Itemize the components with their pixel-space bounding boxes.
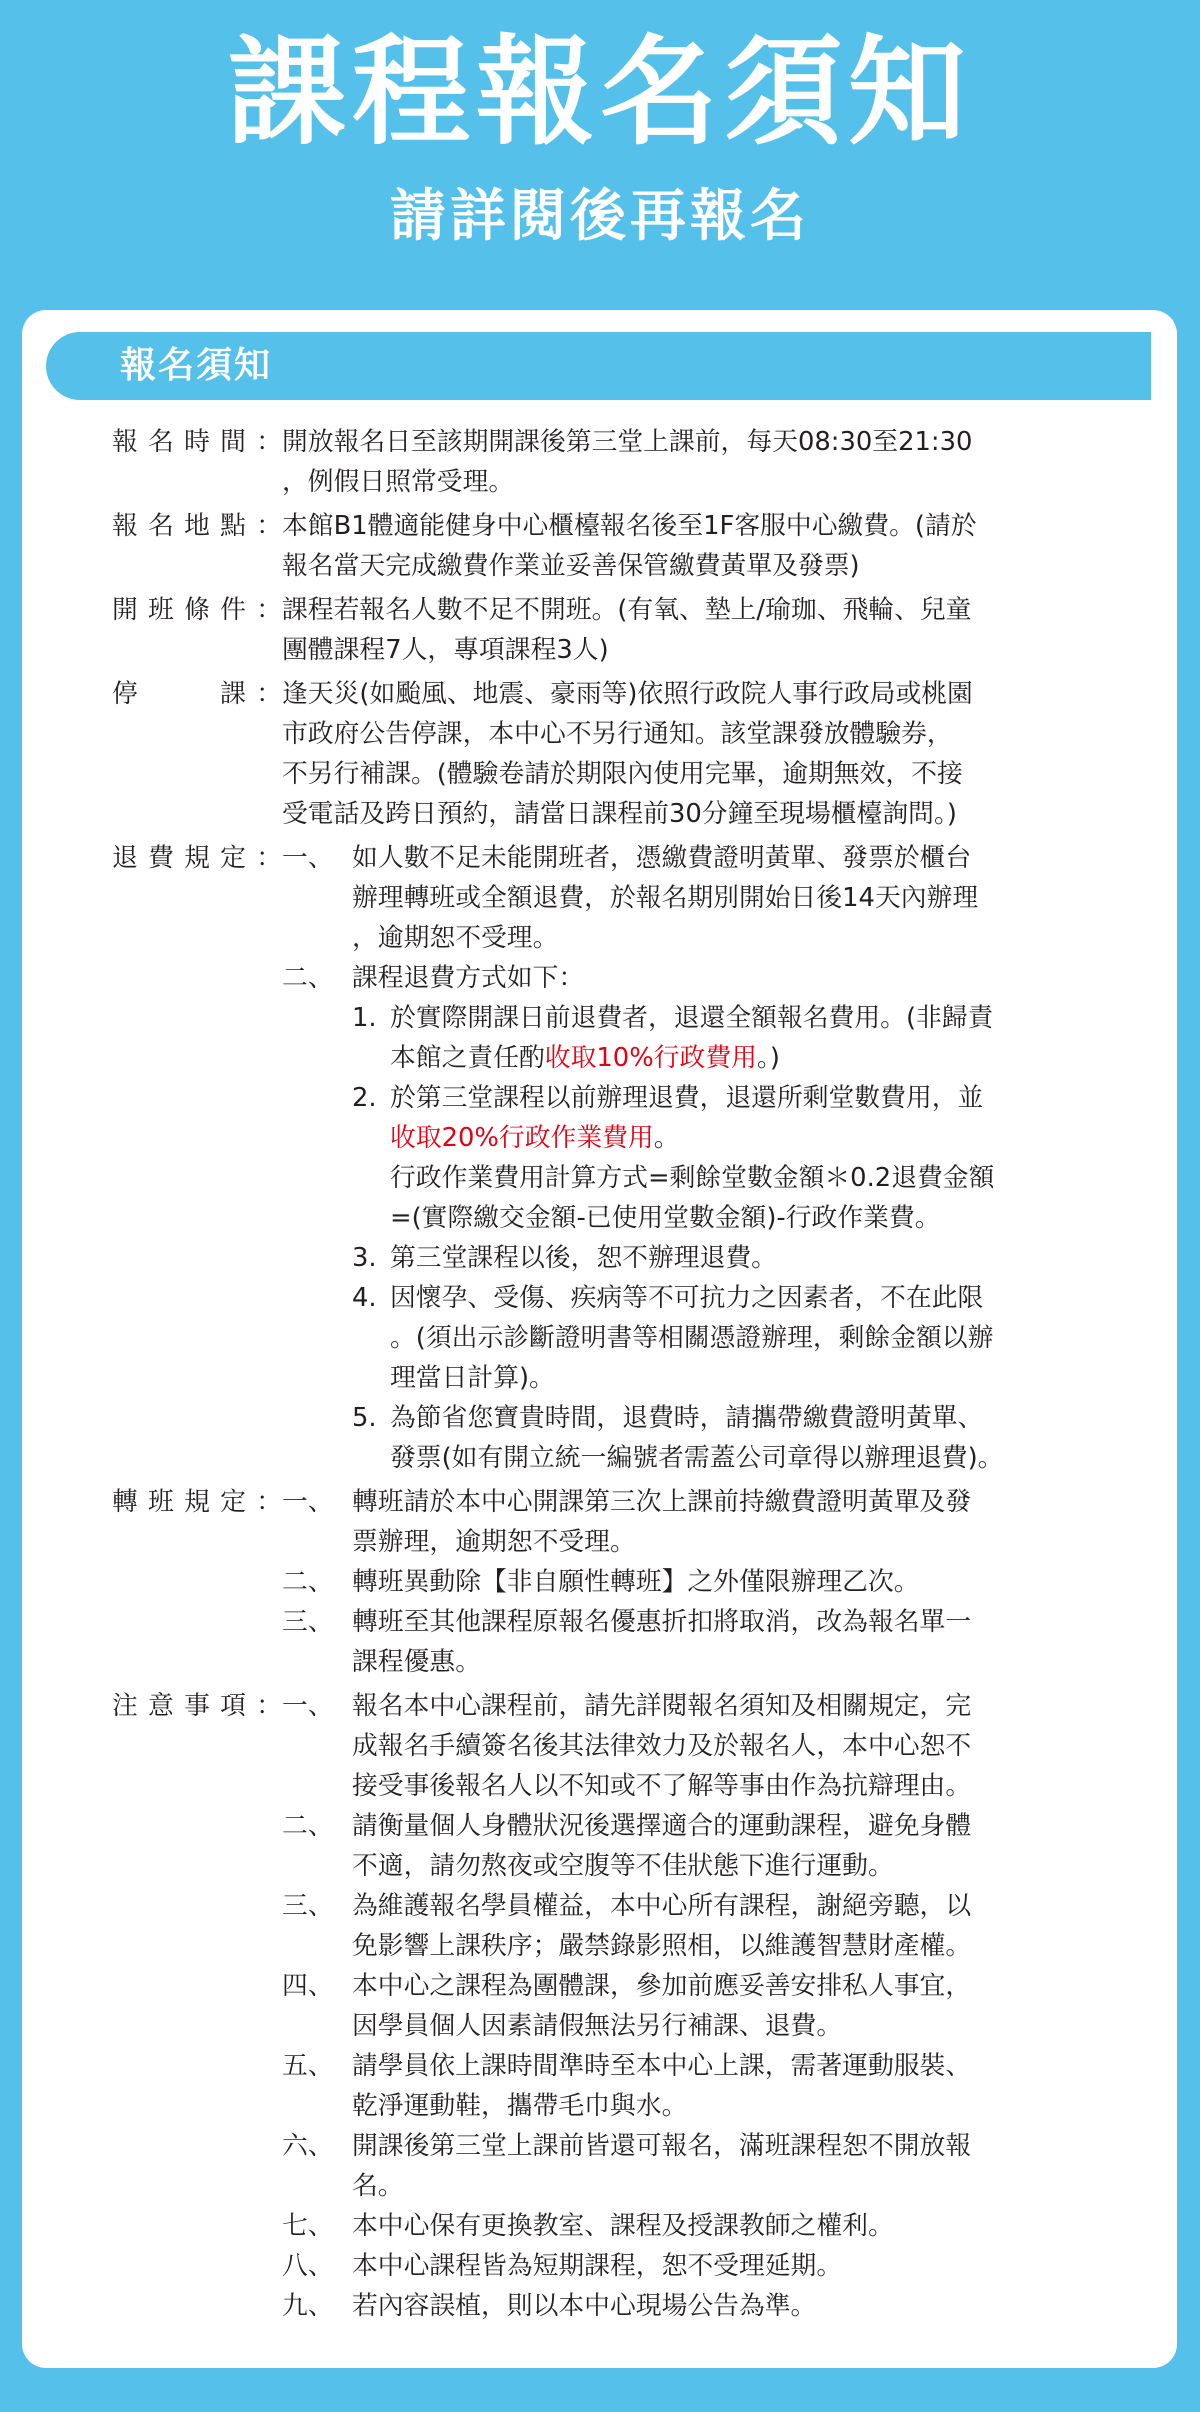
- sub-item-body: [390, 1078, 1122, 1238]
- text-segment: 。: [653, 1123, 680, 1153]
- list-item: [282, 2246, 1122, 2286]
- text-line: 本館B1體適能健身中心櫃檯報名後至1F客服中心繳費。(請於: [282, 511, 977, 541]
- text-line: 因懷孕、受傷、疾病等不可抗力之因素者，不在此限: [390, 1283, 984, 1313]
- list-item: [282, 2206, 1122, 2246]
- text-line: 課程若報名人數不足不開班。(有氧、墊上/瑜珈、飛輪、兒童: [282, 595, 972, 625]
- highlight-text: 收取10%行政費用: [544, 1043, 757, 1073]
- list-item: [282, 2046, 1122, 2126]
- highlight-text: 收取20%行政作業費用: [390, 1123, 654, 1153]
- text-line: 為維護報名學員權益，本中心所有課程，謝絕旁聽，以: [352, 1891, 972, 1921]
- text-line: 市政府公告停課，本中心不另行通知。該堂課發放體驗券，: [282, 719, 953, 749]
- item-body: [352, 2206, 1122, 2246]
- sub-list-item: [352, 1278, 1122, 1398]
- text-segment: 。): [756, 1043, 780, 1073]
- item-number: 三、: [282, 1891, 334, 1921]
- item-body: [352, 1482, 1122, 1562]
- sub-list-item: [352, 998, 1122, 1078]
- section-class-conditions: [112, 590, 1122, 670]
- text-line: 於實際開課日前退費者，退還全額報名費用。(非歸責: [390, 1003, 994, 1033]
- item-number: 六、: [282, 2131, 334, 2161]
- list-item: [282, 2286, 1122, 2326]
- item-body: [352, 1686, 1122, 1806]
- sub-item-body: [390, 998, 1122, 1078]
- sub-list-item: [352, 1238, 1122, 1278]
- page-subtitle: 請詳閱後再報名: [390, 184, 810, 249]
- section-body: [282, 838, 1122, 1478]
- list-item: [282, 1806, 1122, 1886]
- sub-item-number: 2.: [352, 1083, 377, 1113]
- section-transfer-rules: [112, 1482, 1122, 1682]
- section-refund-rules: [112, 838, 1122, 1478]
- section-label: 退費規定：: [112, 843, 282, 873]
- text-line: 報名當天完成繳費作業並妥善保管繳費黃單及發票): [282, 551, 860, 581]
- text-line: =(實際繳交金額-已使用堂數金額)-行政作業費。: [390, 1203, 941, 1233]
- text-line: 如人數不足未能開班者，憑繳費證明黃單、發票於櫃台: [352, 843, 972, 873]
- text-line: 辦理轉班或全額退費，於報名期別開始日後14天內辦理: [352, 883, 979, 913]
- text-line: 成報名手續簽名後其法律效力及於報名人，本中心恕不: [352, 1731, 972, 1761]
- item-number: 二、: [282, 963, 334, 993]
- item-number: 四、: [282, 1971, 334, 2001]
- text-line: 課程優惠。: [352, 1647, 481, 1677]
- text-line: [390, 1118, 1122, 1158]
- item-number: 一、: [282, 1691, 334, 1721]
- text-line: 開放報名日至該期開課後第三堂上課前，每天08:30至21:30: [282, 427, 973, 457]
- item-body: [352, 1602, 1122, 1682]
- notice-content: [112, 422, 1122, 2330]
- item-number: 三、: [282, 1607, 334, 1637]
- text-line: 名。: [352, 2171, 404, 2201]
- text-line: 轉班異動除【非自願性轉班】之外僅限辦理乙次。: [352, 1567, 920, 1597]
- text-line: 理當日計算)。: [390, 1363, 555, 1393]
- text-line: 報名本中心課程前，請先詳閱報名須知及相關規定，完: [352, 1691, 972, 1721]
- section-label: 報名時間：: [112, 427, 282, 457]
- text-line: 。(須出示診斷證明書等相關憑證辦理，剩餘金額以辦: [390, 1323, 994, 1353]
- text-line: 逢天災(如颱風、地震、豪雨等)依照行政院人事行政局或桃園: [282, 679, 973, 709]
- sub-item-body: [390, 1398, 1122, 1478]
- item-number: 一、: [282, 843, 334, 873]
- list-item: [282, 1562, 1122, 1602]
- item-number: 二、: [282, 1567, 334, 1597]
- text-line: 發票(如有開立統一編號者需蓋公司章得以辦理退費)。: [390, 1443, 1004, 1473]
- section-label: 注意事項：: [112, 1691, 282, 1721]
- section-registration-place: [112, 506, 1122, 586]
- list-item: [282, 1686, 1122, 1806]
- item-body: [352, 1806, 1122, 1886]
- item-number: 八、: [282, 2251, 334, 2281]
- section-body: [282, 674, 1122, 834]
- section-label: 報名地點：: [112, 511, 282, 541]
- text-line: 轉班請於本中心開課第三次上課前持繳費證明黃單及發: [352, 1487, 972, 1517]
- section-body: [282, 506, 1122, 586]
- text-line: 轉班至其他課程原報名優惠折扣將取消，改為報名單一: [352, 1607, 972, 1637]
- item-body: [352, 2046, 1122, 2126]
- section-body: [282, 590, 1122, 670]
- text-line: 請衡量個人身體狀況後選擇適合的運動課程，避免身體: [352, 1811, 972, 1841]
- text-line: 開課後第三堂上課前皆還可報名，滿班課程恕不開放報: [352, 2131, 972, 2161]
- item-body: [352, 838, 1122, 958]
- sub-item-number: 5.: [352, 1403, 377, 1433]
- text-line: 免影響上課秩序；嚴禁錄影照相，以維護智慧財產權。: [352, 1931, 972, 1961]
- text-segment: 本館之責任酌: [390, 1043, 545, 1073]
- text-line: 本中心課程皆為短期課程，恕不受理延期。: [352, 2251, 843, 2281]
- list-item: [282, 1602, 1122, 1682]
- text-line: ，例假日照常受理。: [282, 467, 515, 497]
- page-title: 課程報名須知: [227, 23, 972, 161]
- text-line: 課程退費方式如下：: [352, 963, 585, 993]
- section-label: 轉班規定：: [112, 1487, 282, 1517]
- section-class-suspension: [112, 674, 1122, 834]
- text-line: 因學員個人因素請假無法另行補課、退費。: [352, 2011, 843, 2041]
- text-line: 行政作業費用計算方式=剩餘堂數金額＊0.2退費金額: [390, 1163, 995, 1193]
- item-body: [352, 2126, 1122, 2206]
- section-body: [282, 1686, 1122, 2326]
- item-body: [352, 958, 1122, 1478]
- text-line: 為節省您寶貴時間，退費時，請攜帶繳費證明黃單、: [390, 1403, 984, 1433]
- notice-card: [22, 310, 1177, 2368]
- sub-list-item: [352, 1398, 1122, 1478]
- item-body: [352, 2286, 1122, 2326]
- card-header-bar: [46, 332, 1151, 400]
- section-label: 開班條件：: [112, 595, 282, 625]
- item-body: [352, 1966, 1122, 2046]
- item-body: [352, 1886, 1122, 1966]
- text-line: 票辦理，逾期恕不受理。: [352, 1527, 636, 1557]
- text-line: 受電話及跨日預約，請當日課程前30分鐘至現場櫃檯詢問。): [282, 799, 957, 829]
- item-number: 五、: [282, 2051, 334, 2081]
- list-item: [282, 1482, 1122, 1562]
- text-line: 團體課程7人，專項課程3人): [282, 635, 609, 665]
- item-body: [352, 2246, 1122, 2286]
- item-number: 一、: [282, 1487, 334, 1517]
- card-heading: 報名須知: [120, 345, 273, 386]
- list-item: [282, 958, 1122, 1478]
- text-line: ，逾期恕不受理。: [352, 923, 559, 953]
- text-line: 乾淨運動鞋，攜帶毛巾與水。: [352, 2091, 688, 2121]
- sub-item-body: [390, 1278, 1122, 1398]
- sub-item-number: 1.: [352, 1003, 377, 1033]
- sub-item-number: 3.: [352, 1243, 377, 1273]
- item-number: 七、: [282, 2211, 334, 2241]
- section-body: [282, 422, 1122, 502]
- text-line: 不適，請勿熬夜或空腹等不佳狀態下進行運動。: [352, 1851, 894, 1881]
- text-line: 接受事後報名人以不知或不了解等事由作為抗辯理由。: [352, 1771, 972, 1801]
- section-notes: [112, 1686, 1122, 2326]
- section-registration-time: [112, 422, 1122, 502]
- list-item: [282, 1966, 1122, 2046]
- text-line: 本中心之課程為團體課，參加前應妥善安排私人事宜，: [352, 1971, 972, 2001]
- item-body: [352, 1562, 1122, 1602]
- text-line: 請學員依上課時間準時至本中心上課，需著運動服裝、: [352, 2051, 972, 2081]
- item-number: 二、: [282, 1811, 334, 1841]
- text-line: [390, 1038, 1122, 1078]
- text-line: 本中心保有更換教室、課程及授課教師之權利。: [352, 2211, 894, 2241]
- section-body: [282, 1482, 1122, 1682]
- text-line: 第三堂課程以後，恕不辦理退費。: [390, 1243, 777, 1273]
- sub-list-item: [352, 1078, 1122, 1238]
- text-line: 若內容誤植，則以本中心現場公告為準。: [352, 2291, 817, 2321]
- item-number: 九、: [282, 2291, 334, 2321]
- list-item: [282, 838, 1122, 958]
- list-item: [282, 1886, 1122, 1966]
- sub-item-body: [390, 1238, 1122, 1278]
- text-line: 不另行補課。(體驗卷請於期限內使用完畢，逾期無效，不接: [282, 759, 963, 789]
- text-line: 於第三堂課程以前辦理退費，退還所剩堂數費用，並: [390, 1083, 984, 1113]
- sub-item-number: 4.: [352, 1283, 377, 1313]
- list-item: [282, 2126, 1122, 2206]
- section-label: 停 課：: [112, 679, 282, 709]
